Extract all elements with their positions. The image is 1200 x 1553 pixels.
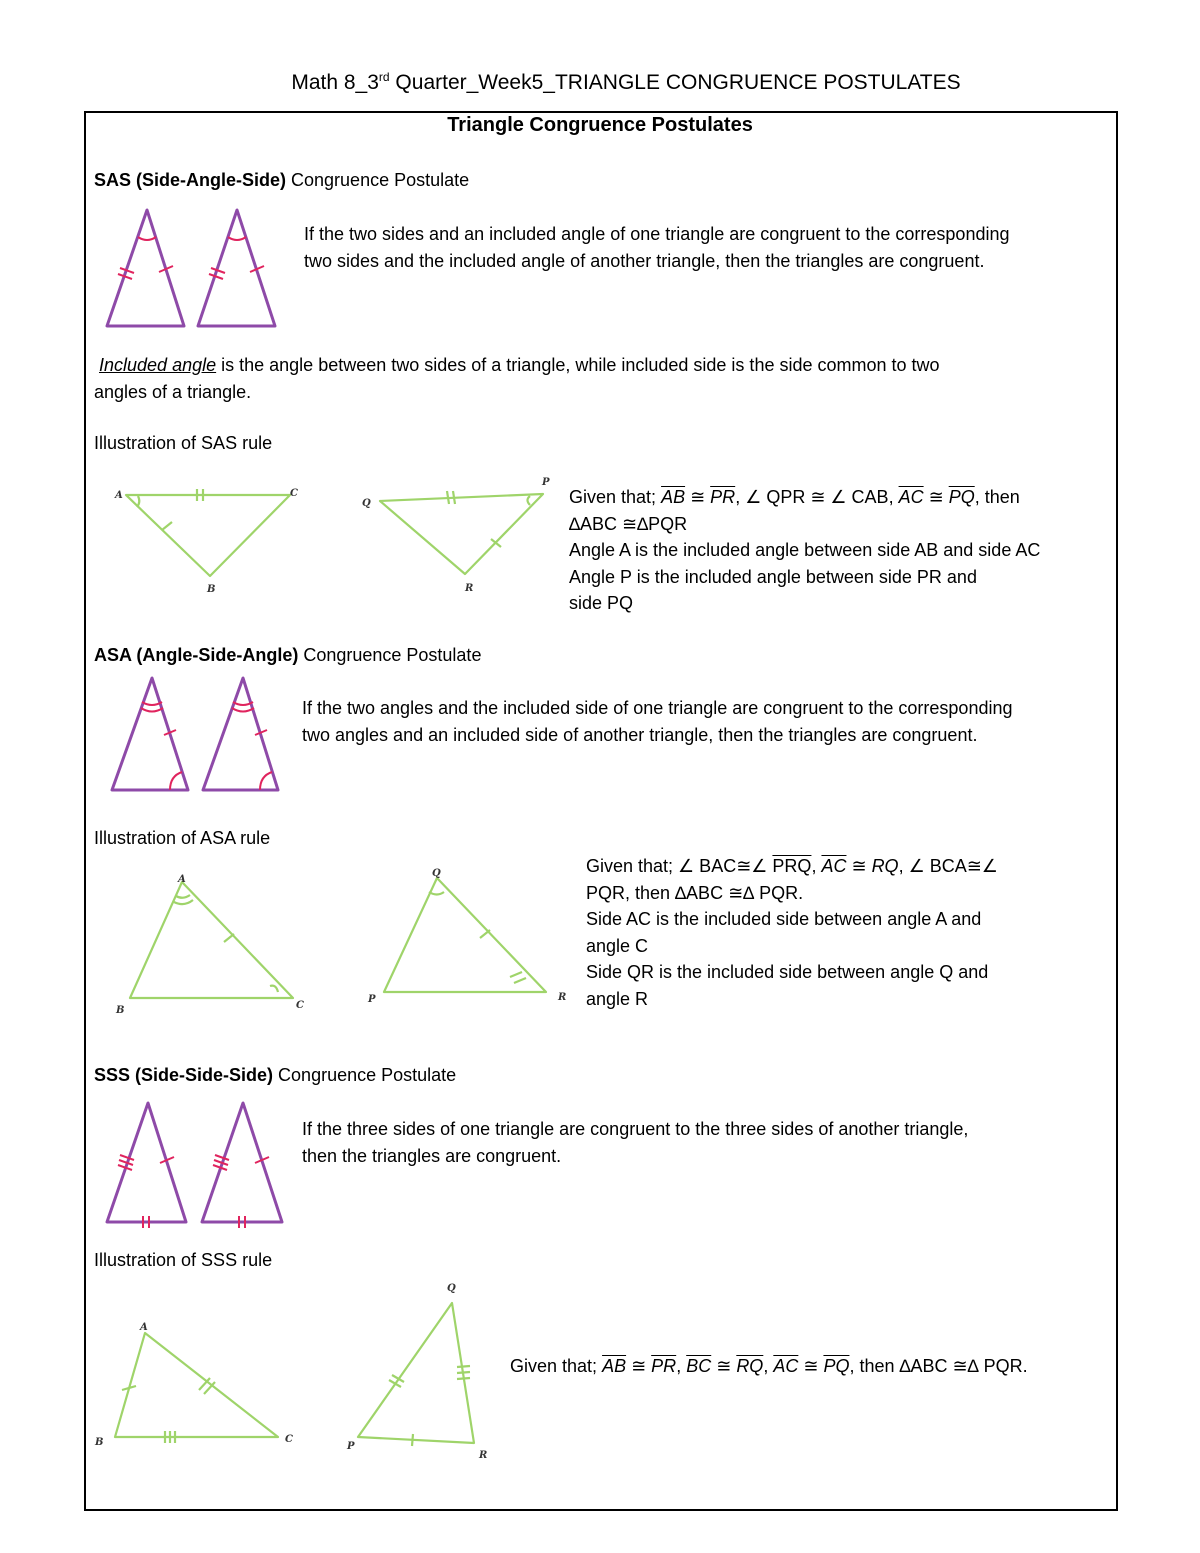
sas-illustration-triangles [110, 470, 560, 600]
sas-given: Given that; $\overline{AB}$ ≅ $\overline{PR}$, ∠ QPR ≅ ∠ CAB, $\overline{AC}$ ≅ $\overline{PQ}$, then ∆ABC ≅∆PQR Angle A is the included angle between side AB and side AC Angle P is the included angle between side PR and side PQ [569, 487, 1041, 613]
label-c: C [296, 1000, 304, 1011]
sss-definition: If the three sides of one triangle are congruent to the three sides of another triangle, then the triangles are congruent. [302, 1119, 969, 1166]
sas-definition: If the two sides and an included angle of one triangle are congruent to the corresponding two sides and the included angle of another triangle, then the triangles are congruent. [304, 224, 1010, 271]
sss-given: Given that; $\overline{AB}$ ≅ $\overline{PR}$, $\overline{BC}$ ≅ $\overline{RQ}$, $\overline{AC}$ ≅ $\overline{PQ}$, then ∆ABC ≅∆ PQR. [510, 1356, 1028, 1376]
sss-illustration-label: Illustration of SSS rule [94, 1250, 273, 1270]
label-c: C [290, 488, 298, 499]
sss-illustration-triangles [90, 1275, 500, 1470]
asa-definition: If the two angles and the included side of one triangle are congruent to the corresponding two angles and an included side of another triangle, then the triangles are congruent. [302, 698, 1013, 745]
asa-given: Given that; ∠ BAC≅∠ $\overline{PRQ}$, $\overline{AC}$ ≅ RQ, ∠ BCA≅∠ PQR, then ∆ABC ≅∆ PQR. Side AC is the included side between angle A and angle C Side QR is the included side between angle Q and angle R [586, 856, 998, 1009]
label-b: B [95, 1437, 104, 1448]
label-r: R [465, 583, 474, 594]
label-q: Q [362, 498, 371, 509]
sas-purple-triangles [100, 200, 290, 335]
label-q: Q [447, 1283, 456, 1294]
label-a: A [115, 490, 123, 501]
sas-illustration-label: Illustration of SAS rule [94, 433, 273, 453]
asa-illustration-triangles [110, 860, 580, 1020]
included-angle-term: Included angle [99, 355, 217, 375]
label-p: P [368, 994, 376, 1005]
sas-heading: SAS (Side-Angle-Side) Congruence Postulate [94, 170, 470, 190]
document-title: Math 8_3rd Quarter_Week5_TRIANGLE CONGRUENCE POSTULATES [291, 70, 961, 94]
label-b: B [116, 1005, 125, 1016]
label-a: A [178, 874, 186, 885]
label-r: R [558, 992, 567, 1003]
sss-purple-triangles [100, 1095, 295, 1230]
label-q: Q [432, 868, 441, 879]
box-title: Triangle Congruence Postulates [447, 114, 753, 136]
label-c: C [285, 1434, 293, 1445]
label-a: A [140, 1322, 148, 1333]
sss-heading: SSS (Side-Side-Side) Congruence Postulate [94, 1065, 457, 1085]
label-b: B [207, 584, 216, 595]
asa-heading: ASA (Angle-Side-Angle) Congruence Postulate [94, 645, 482, 665]
label-p: P [347, 1441, 355, 1452]
asa-purple-triangles [100, 672, 290, 802]
label-r: R [479, 1450, 488, 1461]
label-p: P [542, 477, 550, 488]
asa-illustration-label: Illustration of ASA rule [94, 828, 271, 848]
included-angle-definition: Included angle is the angle between two sides of a triangle, while included side is the side common to two angles of a triangle. [94, 355, 940, 402]
